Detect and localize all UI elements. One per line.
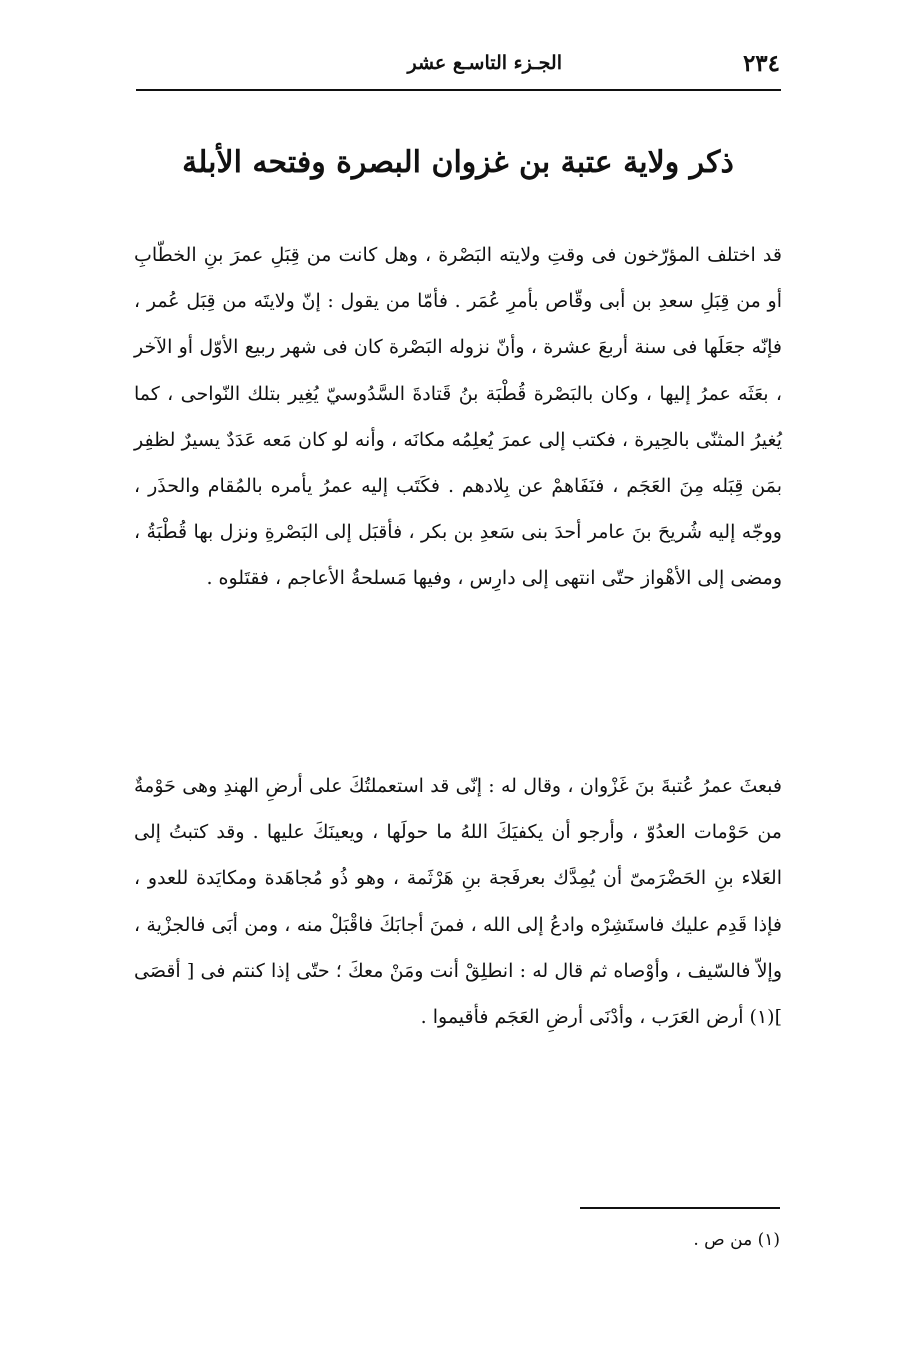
body-paragraph-2: فبعثَ عمرُ عُتبةَ بنَ غَزْوان ، وقال له : إنّى قد استعملتُكَ على أرضِ الهندِ وهى حَوْمةٌ من حَوْمات العدُوّ ، وأرجو أن يكفيَكَ اللهُ ما حولَها ، ويعينَكَ عليها . وقد كتبتُ إلى العَلاء بنِ الحَضْرَمىّ أن يُمِدَّك بعرفَجة بنِ هَرْثَمة ، وهو ذُو مُجاهَدة ومكايَدة للعدو ، فإذا قَدِم عليك فاستَشِرْه وادعُ إلى الله ، فمنَ أجابَكَ فاقْبَلْ منه ، ومن أبَى فالجزْية ، وإلاّ فالسّيف ، وأوْصاه ثم قال له : انطلِقْ أنت ومَنْ معكَ ؛ حتّى إذا كنتم فى [ أقصَى ](١) أرض العَرَب ، وأدْنَى أرضِ العَجَم فأقيموا . bbox=[134, 775, 782, 1029]
running-header bbox=[136, 44, 780, 86]
footnote-rule bbox=[580, 1207, 780, 1209]
page-number: ٢٣٤ bbox=[742, 50, 780, 77]
running-title: الجـزء التاسـع عشر bbox=[407, 52, 562, 74]
header-rule bbox=[136, 89, 781, 91]
chapter-title: ذكر ولاية عتبة بن غزوان البصرة وفتحه الأبلة bbox=[182, 145, 734, 180]
footnote: (١) من ص . bbox=[693, 1230, 780, 1250]
body-paragraph-1: قد اختلف المؤرّخون فى وقتِ ولايته البَصْرة ، وهل كانت من قِبَلِ عمرَ بنِ الخطّابِ أو من قِبَلِ سعدِ بن أبى وقّاص بأمرِ عُمَر . فأمّا من يقول : إنّ ولايتَه من قِبَل عُمر ، فإنّه جعَلَها فى سنة أربعَ عشرة ، وأنّ نزوله البَصْرة كان فى شهر ربيع الأوّل أو الآخر ، بعَثَه عمرُ إليها ، وكان بالبَصْرة قُطْبَة بنُ قَتادةَ السَّدُوسيّ يُغِير بتلك النّواحى ، كما يُغيرُ المثنّى بالحِيرة ، فكتب إلى عمرَ يُعلِمُه مكانَه ، وأنه لو كان مَعه عَدَدٌ يسيرٌ لظفِر بمَن قِبَله مِنَ العَجَم ، فنَفَاهمْ عن بِلادهم . فكَتَب إليه عمرُ يأمره بالمُقام والحذَر ، ووجّه إليه شُريحَ بنَ عامر أحدَ بنى سَعدِ بن بكر ، فأقبَل إلى البَصْرةِ ونزل بها قُطْبَةُ ، ومضى إلى الأهْواز حتّى انتهى إلى دارِس ، وفيها مَسلحةُ الأعاجم ، فقتَلوه . bbox=[134, 244, 782, 590]
